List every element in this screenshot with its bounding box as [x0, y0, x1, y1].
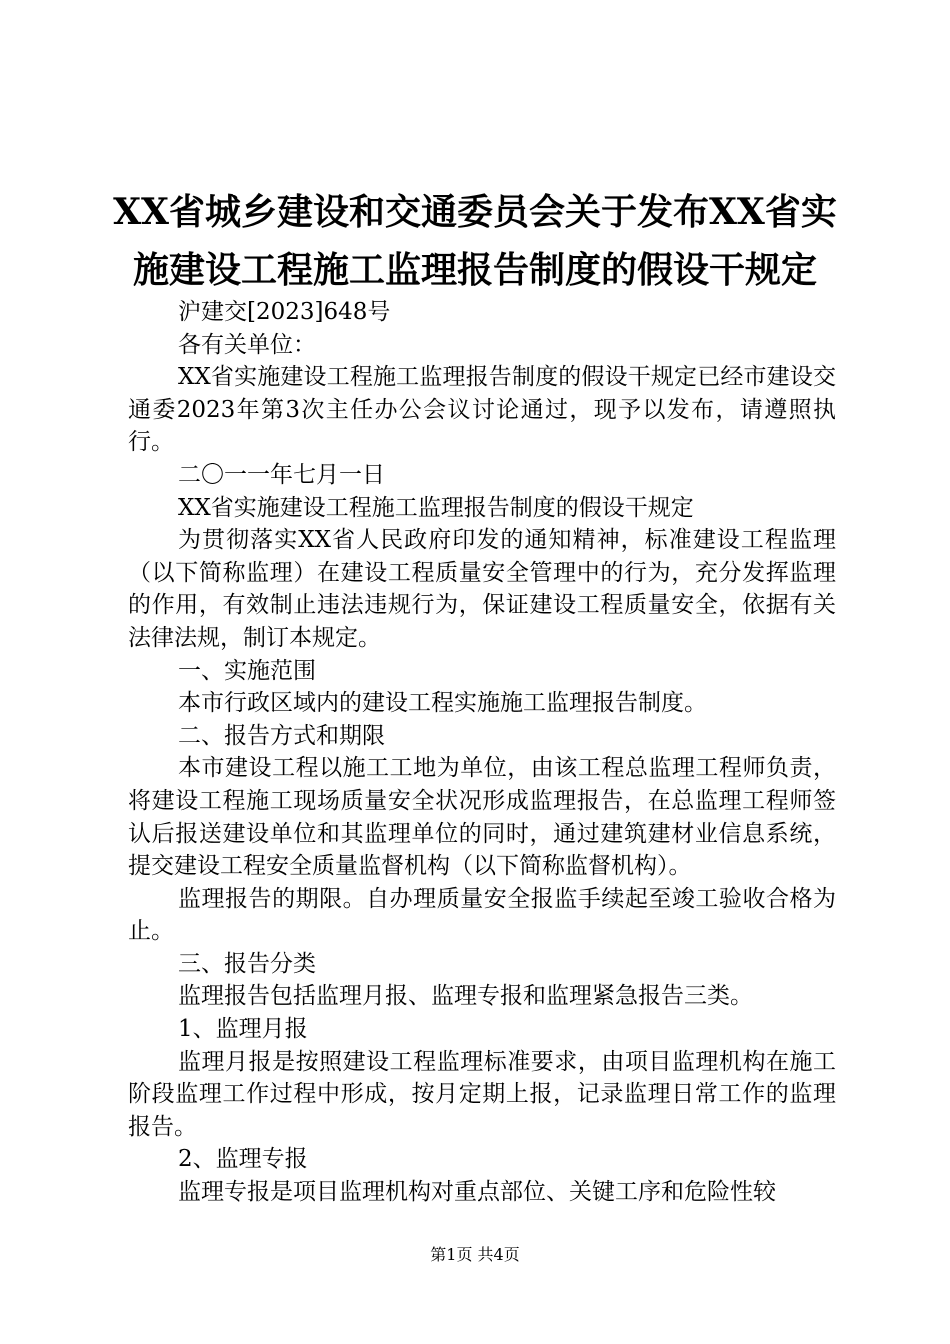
body-paragraph: 监理报告包括监理月报、监理专报和监理紧急报告三类。 — [178, 983, 753, 1010]
body-paragraph: 监理月报是按照建设工程监理标准要求，由项目监理机构在施工阶段监理工作过程中形成，按月定期上报，记录监理日常工作的监理报告。 — [128, 1048, 836, 1140]
regulation-title: XX省实施建设工程施工监理报告制度的假设干规定 — [178, 494, 694, 521]
section-heading: 三、报告分类 — [178, 950, 316, 977]
body-paragraph: 本市行政区域内的建设工程实施施工监理报告制度。 — [178, 690, 707, 717]
body-paragraph: 本市建设工程以施工工地为单位，由该工程总监理工程师负责，将建设工程施工现场质量安全状况形成监理报告，在总监理工程师签认后报送建设单位和其监理单位的同时，通过建筑建材业信息系统，提交建设工程安全质量监督机构（以下简称监督机构）。 — [128, 755, 836, 880]
document-title-line-2: 施建设工程施工监理报告制度的假设干规定 — [132, 249, 817, 291]
issue-date: 二〇一一年七月一日 — [178, 461, 385, 488]
subsection-heading: 2、监理专报 — [178, 1146, 308, 1173]
section-heading: 二、报告方式和期限 — [178, 722, 385, 749]
page-footer: 第1页 共4页 — [430, 1245, 520, 1264]
salutation: 各有关单位： — [178, 331, 316, 358]
document-number: 沪建交[2023]648号 — [178, 299, 391, 325]
body-paragraph: 监理专报是项目监理机构对重点部位、关键工序和危险性较 — [178, 1179, 776, 1206]
notice-paragraph: XX省实施建设工程施工监理报告制度的假设干规定已经市建设交通委2023年第3次主任办公会议讨论通过，现予以发布，请遵照执行。 — [128, 364, 836, 456]
body-paragraph: 监理报告的期限。自办理质量安全报监手续起至竣工验收合格为止。 — [128, 885, 836, 945]
subsection-heading: 1、监理月报 — [178, 1016, 308, 1043]
document-body — [128, 296, 836, 1209]
document-title-line-1: XX省城乡建设和交通委员会关于发布XX省实 — [113, 191, 837, 233]
preamble-paragraph: 为贯彻落实XX省人民政府印发的通知精神，标准建设工程监理（以下简称监理）在建设工程质量安全管理中的行为，充分发挥监理的作用，有效制止违法违规行为，保证建设工程质量安全，依据有关法律法规，制订本规定。 — [128, 527, 836, 651]
section-heading: 一、实施范围 — [178, 657, 316, 684]
